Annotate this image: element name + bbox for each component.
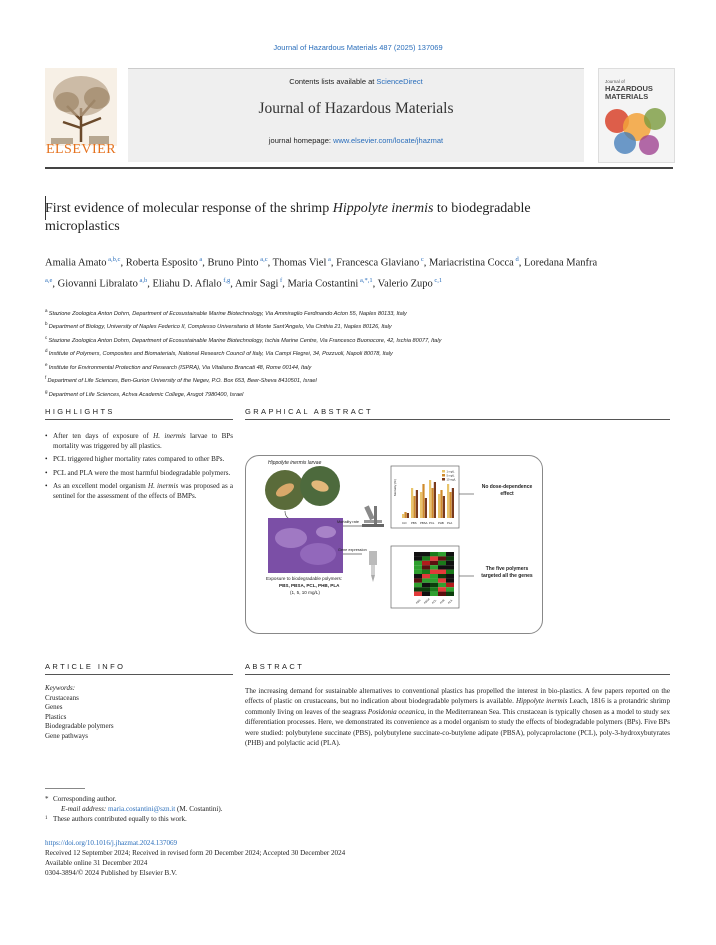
affiliation-item: $^g$ Department of Life Sciences, Achva Academic College, Arugot 7980400, Israel (45, 388, 244, 398)
chart-bar (404, 512, 406, 518)
heatmap-cell (446, 578, 454, 582)
abstract-rule (245, 674, 670, 675)
author-affiliation-marks[interactable]: a (326, 256, 331, 263)
heatmap-x-tick: PCL (431, 599, 438, 605)
highlight-item: • After ten days of exposure of H. inermis larvae to BPs mortality was triggered by all plastics. (45, 431, 233, 451)
chart-x-tick: Ctrl (402, 521, 407, 525)
article-title (45, 200, 605, 236)
heatmap-cell (414, 570, 422, 574)
heatmap-x-tick: PBSA (423, 597, 431, 605)
received-dates: Received 12 September 2024; Received in revised form 20 December 2024; Accepted 30 December 2024 (45, 849, 346, 857)
abstract-part-2: Leach, 1816 is a protandric shrimp commonly living on leaves of the seagrass (245, 697, 670, 716)
affiliation-item: $^f$ Department of Life Sciences, Ben-Gurion University of the Negev, P.O. Box 653, Beer-Sheva 8410501, Israel (45, 375, 317, 385)
author-name[interactable]: Roberta Esposito (125, 257, 198, 269)
heatmap-cell (414, 561, 422, 565)
heatmap-x-tick: PBS (415, 598, 422, 605)
graphical-abstract-svg (246, 456, 542, 633)
chart-bar (411, 488, 413, 518)
chart-bar (449, 492, 451, 518)
heatmap-cell (430, 561, 438, 565)
masthead-rule (45, 167, 673, 169)
polymers-label: PBS, PBSA, PCL, PHB, PLA (279, 583, 340, 588)
contents-line (128, 77, 584, 86)
title-part-1: First evidence of molecular response of the shrimp (45, 201, 333, 216)
heatmap-cell (438, 556, 446, 560)
journal-masthead (45, 68, 673, 164)
heatmap-cell (446, 583, 454, 587)
chart-bar (402, 514, 404, 518)
no-dose-label: No dose-dependence effect (481, 484, 533, 497)
elsevier-logo[interactable] (45, 68, 117, 160)
chart-x-tick: PBSA (420, 521, 428, 525)
larvae-label: Hippolyte inermis larvae (268, 460, 322, 466)
legend-label: 5 mg/L (446, 474, 455, 478)
author-name[interactable]: Giovanni Libralato (57, 278, 138, 289)
heatmap-cell (422, 565, 430, 569)
heatmap-cell (422, 552, 430, 556)
legend-swatch (442, 470, 445, 473)
author-affiliation-marks[interactable]: c,1 (432, 276, 443, 284)
heatmap-cell (414, 587, 422, 591)
affiliation-item: $^b$ Department of Biology, University of Naples Federico II, Complesso Universitario di Monte Sant'Angelo, Via Cinthia 21, Naples 80126, Italy (45, 321, 392, 331)
publication-info (45, 838, 545, 878)
highlights-list (45, 431, 233, 504)
heatmap-cell (414, 552, 422, 556)
author-affiliation-marks[interactable]: d (513, 256, 519, 263)
author-name[interactable]: Amir Sagi (234, 278, 279, 289)
journal-citation[interactable]: Journal of Hazardous Materials 487 (2025) 137069 (273, 43, 443, 52)
title-species: Hippolyte inermis (332, 201, 434, 216)
heatmap-cell (414, 574, 422, 578)
heatmap-cell (422, 556, 430, 560)
heatmap-cell (422, 587, 430, 591)
affiliation-list (45, 306, 665, 400)
heatmap-cell (438, 587, 446, 591)
heatmap-cell (446, 565, 454, 569)
chart-bar (425, 498, 427, 518)
elsevier-wordmark: ELSEVIER (45, 142, 117, 157)
keywords-list (45, 694, 233, 742)
cover-title-big: HAZARDOUS MATERIALS (605, 84, 653, 101)
author-affiliation-marks[interactable]: c (419, 256, 424, 263)
highlight-item: • PCL triggered higher mortality rates compared to other BPs. (45, 454, 233, 464)
author-affiliation-marks[interactable]: f (278, 276, 283, 284)
heatmap-cell (446, 556, 454, 560)
article-info-rule (45, 674, 233, 675)
copyright-line: 0304-3894/© 2024 Published by Elsevier B.V. (45, 869, 177, 877)
heatmap-x-tick: PLA (447, 599, 454, 605)
author-affiliation-marks[interactable]: a,e (45, 276, 53, 284)
chart-bar (420, 492, 422, 518)
author-affiliation-marks[interactable]: a,b,c (106, 256, 121, 263)
author-affiliation-marks[interactable]: a,c (258, 256, 268, 263)
keyword-item: Genes (45, 703, 63, 711)
heatmap-cell (414, 592, 422, 596)
author-affiliation-marks[interactable]: a,b (137, 276, 148, 284)
heatmap-cell (430, 570, 438, 574)
heatmap-cell (430, 583, 438, 587)
contents-prefix: Contents lists available at (289, 77, 377, 86)
author-name[interactable]: Amalia Amato (45, 257, 107, 269)
author-name[interactable]: Thomas Viel (272, 257, 327, 269)
keyword-item: Biodegradable polymers (45, 722, 114, 730)
keyword-item: Plastics (45, 712, 67, 721)
chart-x-tick: PBS (411, 521, 417, 525)
heatmap-cell (414, 565, 422, 569)
graphical-abstract-figure[interactable] (245, 455, 543, 634)
chart-bar (447, 484, 449, 518)
heatmap-cell (422, 574, 430, 578)
chart-x-tick: PLA (447, 521, 453, 525)
heatmap-cell (430, 574, 438, 578)
heatmap-cell (430, 578, 438, 582)
legend-label: 10 mg/L (446, 478, 456, 482)
concentrations-label: (1, 5, 10 mg/L) (290, 590, 320, 595)
keyword-item: Crustaceans (45, 693, 79, 702)
chart-bar (434, 482, 436, 518)
chart-bar (429, 480, 431, 518)
heatmap-cell (446, 552, 454, 556)
journal-title[interactable]: Journal of Hazardous Materials (258, 100, 454, 117)
keywords-block (45, 684, 233, 741)
homepage-line (128, 136, 584, 145)
heatmap-cell (422, 561, 430, 565)
heatmap-cell (438, 583, 446, 587)
chart-x-tick: PHB (438, 521, 444, 525)
author-name[interactable]: Eliahu D. Aflalo (152, 278, 222, 289)
abstract-heading: ABSTRACT (245, 662, 305, 671)
title-part-2: to biodegradable microplastics (45, 201, 531, 234)
heatmap-cell (422, 578, 430, 582)
heatmap-cell (438, 578, 446, 582)
legend-label: 1 mg/L (446, 470, 455, 474)
abstract-species: Hippolyte inermis (516, 697, 568, 706)
article-info-heading: ARTICLE INFO (45, 662, 126, 671)
heatmap-cell (422, 592, 430, 596)
author-list: Amalia Amato $^{a,b,c}$, Roberta Esposito $^a$, Bruno Pinto $^{a,c}$, Thomas Viel $^a$, Francesca Glaviano $^c$, Mariacristina Cocca $^d$, Loredana Manfra $^{a,e}$, Giovanni Libralato $^{a,b}$, Eliahu D. Aflalo $^{f,g}$, Amir Sagi $^f$, Maria Costantini $^{a,*,1}$, Valerio Zupo $^{c,1}$ (45, 256, 598, 289)
available-online: Available online 31 December 2024 (45, 859, 148, 867)
corresponding-note: * Corresponding author. (45, 795, 117, 803)
graphical-abstract-rule (245, 419, 670, 420)
sciencedirect-link[interactable]: ScienceDirect (376, 77, 423, 86)
legend-swatch (442, 478, 445, 481)
chart-x-tick: PCL (429, 521, 435, 525)
heatmap-cell (446, 587, 454, 591)
author-affiliation-marks[interactable]: f,g (221, 276, 231, 284)
microscope-icon (362, 505, 384, 527)
affiliation-item: $^e$ Institute for Environmental Protection and Research (ISPRA), Via Vitaliano Brancati 48, Rome 00144, Italy (45, 361, 312, 371)
chart-ylabel: Mortality (%) (393, 479, 397, 496)
chart-bar (416, 490, 418, 518)
doi-link[interactable]: https://doi.org/10.1016/j.jhazmat.2024.137069 (45, 839, 178, 847)
abstract-text (245, 686, 670, 748)
heatmap-cell (438, 574, 446, 578)
abstract-part-3: , in the Mediterranean Sea. This crustacean is typically chosen as a model to study sex differentiation processes. Here, we demonstrated its convenience as a model organism to study the effects of biodegradable polymers (BPs). Five BPs were studied: polybutylene succinate (PBS), polybutylene succinate-co-butylene adipate (PBSA), polycaprolactone (PCL), poly-3-hydroxybutyrates (PHB) and polylactic acid (PLA). (245, 707, 671, 748)
plastic-exposure-photo (268, 518, 343, 573)
heatmap-cell (430, 587, 438, 591)
footnotes (45, 794, 445, 824)
heatmap-cell (438, 592, 446, 596)
graphical-abstract-heading: GRAPHICAL ABSTRACT (245, 407, 373, 416)
heatmap-cell (430, 592, 438, 596)
heatmap-cell (446, 561, 454, 565)
mortality-label: Mortality rate (337, 520, 359, 524)
heatmap-cell (438, 561, 446, 565)
chart-bar (407, 513, 409, 518)
heatmap-cell (438, 565, 446, 569)
exposure-label: Exposure to biodegradable polymers: (266, 576, 343, 581)
affiliation-item: $^d$ Institute of Polymers, Composites and Biomaterials, National Research Council of Italy, Via Campi Flegrei, 34, Pozzuoli, Napoli 80078, Italy (45, 348, 393, 358)
gene-expression-label: Gene expression (338, 548, 367, 552)
cover-artwork-icon (603, 105, 669, 157)
cover-title-small: Journal of (605, 79, 625, 84)
chart-bar (440, 490, 442, 518)
journal-cover[interactable] (598, 68, 675, 163)
chart-bar (452, 488, 454, 518)
equal-contribution-note: 1 These authors contributed equally to this work. (45, 815, 187, 823)
legend-swatch (442, 474, 445, 477)
heatmap-x-tick: PHB (439, 598, 446, 605)
heatmap-cell (422, 570, 430, 574)
pipette-icon (369, 551, 377, 582)
heatmap-cell (414, 578, 422, 582)
homepage-link[interactable]: www.elsevier.com/locate/jhazmat (333, 136, 444, 145)
heatmap-cell (414, 583, 422, 587)
author-name[interactable]: Valerio Zupo (377, 278, 433, 289)
keywords-label: Keywords: (45, 684, 76, 692)
email-note: E-mail address: maria.costantini@szn.it (M. Costantini). (61, 805, 223, 813)
author-name[interactable]: Maria Costantini (287, 278, 359, 289)
keyword-item: Gene pathways (45, 731, 88, 740)
chart-bar (431, 488, 433, 518)
author-name[interactable]: Mariacristina Cocca (429, 257, 514, 269)
heatmap-cell (446, 592, 454, 596)
chart-bar (422, 484, 424, 518)
heatmap-cell (414, 556, 422, 560)
heatmap-cell (446, 570, 454, 574)
highlights-heading: HIGHLIGHTS (45, 407, 115, 416)
author-affiliation-marks[interactable]: a (197, 256, 203, 263)
chart-bar (438, 494, 440, 518)
heatmap-cell (430, 552, 438, 556)
author-name[interactable]: Bruno Pinto (207, 257, 259, 269)
heatmap-cell (430, 565, 438, 569)
email-link[interactable]: maria.costantini@szn.it (108, 805, 176, 813)
abstract-part-1: The increasing demand for sustainable alternatives to conventional plastics has propelled the interest in bio-plastics. A few papers reported on the effects of plastic on crustaceans, but no indication about biodegradable polymers is available. (245, 687, 670, 706)
footnote-rule (45, 788, 85, 789)
chart-bar (443, 496, 445, 518)
highlight-item: • PCL and PLA were the most harmful biodegradable polymers. (45, 468, 233, 478)
affiliation-item: $^a$ Stazione Zoologica Anton Dohrn, Department of Ecosustainable Marine Biotechnology, Via Ammiraglio Ferdinando Acton 55, Naples 80133, Italy (45, 308, 407, 317)
five-polymers-label: The five polymers targeted all the genes (481, 566, 533, 579)
heatmap-cell (422, 583, 430, 587)
heatmap-cell (438, 570, 446, 574)
affiliation-item: $^c$ Stazione Zoologica Anton Dohrn, Department of Ecosustainable Marine Biotechnology, Ischia Marine Centre, Via Francesco Buonocore, 42, Ischia 80077, Italy (45, 334, 442, 344)
homepage-prefix: journal homepage: (268, 136, 334, 145)
heatmap-cell (438, 552, 446, 556)
masthead-center (128, 68, 584, 162)
abstract-seagrass: Posidonia oceanica (367, 707, 425, 716)
heatmap-cell (446, 574, 454, 578)
chart-bar (413, 496, 415, 518)
author-affiliation-marks[interactable]: a,*,1 (358, 276, 373, 284)
highlights-rule (45, 419, 233, 420)
author-name[interactable]: Francesca Glaviano (336, 257, 420, 269)
author-name[interactable]: Loredana Manfra (523, 257, 598, 269)
heatmap-cell (430, 556, 438, 560)
highlight-item: • As an excellent model organism H. inermis was proposed as a sentinel for the assessment of the effects of BMPs. (45, 481, 233, 501)
